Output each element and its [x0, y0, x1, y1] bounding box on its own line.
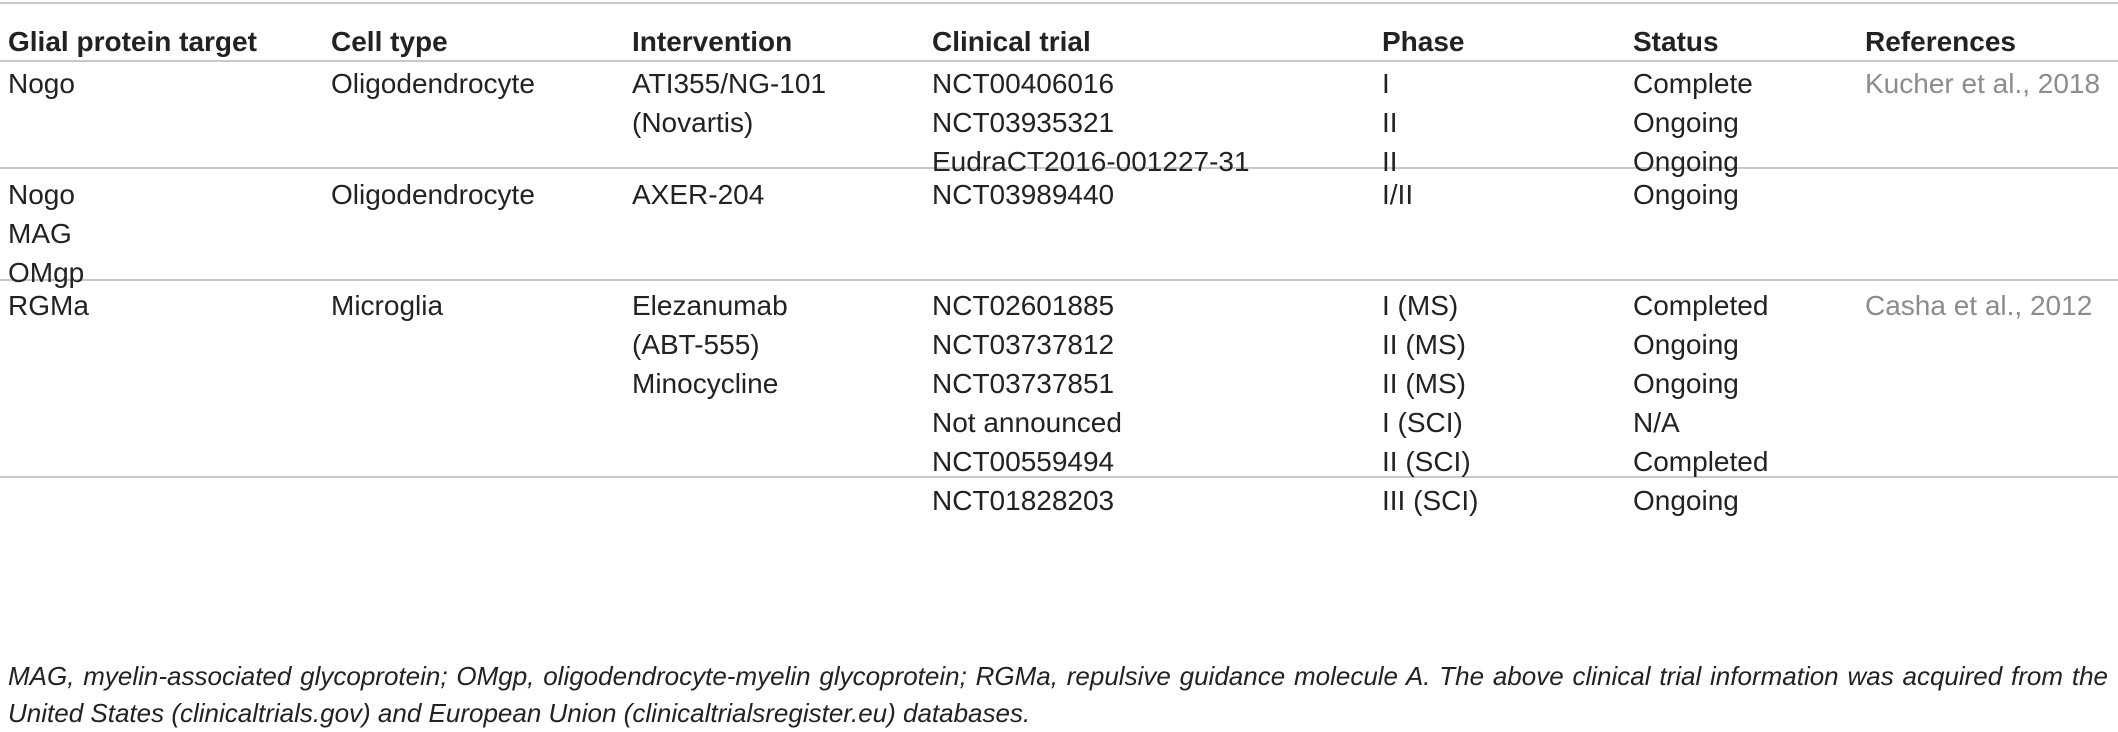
trial-id: NCT03737851: [932, 368, 1115, 399]
phase-cell: [1382, 175, 1413, 214]
column-header: Cell type: [331, 26, 448, 57]
glial-target-cell: [8, 64, 75, 103]
trial-id: NCT03989440: [932, 179, 1115, 210]
intervention-line: Minocycline: [632, 368, 779, 399]
status-value: Completed: [1633, 290, 1769, 321]
reference-cell: Casha et al., 2012: [1865, 290, 2093, 321]
phase-value: I/II: [1382, 179, 1414, 210]
column-header: References: [1865, 26, 2016, 57]
trial-id: Not announced: [932, 407, 1122, 438]
column-header: Phase: [1382, 26, 1465, 57]
trial-id: NCT02601885: [932, 290, 1115, 321]
status-value: Ongoing: [1633, 485, 1739, 516]
trial-id: NCT00406016: [932, 68, 1115, 99]
target-line: Nogo: [8, 179, 75, 210]
target-line: Nogo: [8, 68, 75, 99]
phase-value: II (MS): [1382, 329, 1466, 360]
trial-id: EudraCT2016-001227-31: [932, 146, 1250, 177]
column-header: Glial protein target: [8, 26, 257, 57]
trial-id: NCT01828203: [932, 485, 1115, 516]
column-header: Clinical trial: [932, 26, 1091, 57]
column-header: Intervention: [632, 26, 793, 57]
intervention-cell: [632, 175, 764, 214]
reference-cell: Kucher et al., 2018: [1865, 68, 2101, 99]
status-cell: [1633, 175, 1739, 214]
status-value: Ongoing: [1633, 107, 1739, 138]
clinical-trial-cell: [932, 175, 1114, 214]
status-value: Completed: [1633, 446, 1769, 477]
trial-id: NCT03935321: [932, 107, 1115, 138]
status-value: Ongoing: [1633, 329, 1739, 360]
status-value: Ongoing: [1633, 368, 1739, 399]
cell-type-cell: Oligodendrocyte: [331, 68, 535, 99]
target-line: OMgp: [8, 257, 85, 288]
row-rule: [0, 279, 2118, 281]
intervention-cell: [632, 286, 788, 403]
intervention-line: AXER-204: [632, 179, 765, 210]
target-line: MAG: [8, 218, 72, 249]
status-value: Complete: [1633, 68, 1753, 99]
status-cell: [1633, 64, 1753, 181]
target-line: RGMa: [8, 290, 89, 321]
phase-value: II (MS): [1382, 368, 1466, 399]
column-header: Status: [1633, 26, 1719, 57]
intervention-cell: [632, 64, 826, 142]
phase-value: I (MS): [1382, 290, 1459, 321]
cell-type-cell: Microglia: [331, 290, 444, 321]
status-value: Ongoing: [1633, 146, 1739, 177]
intervention-line: Elezanumab: [632, 290, 788, 321]
intervention-line: ATI355/NG-101: [632, 68, 827, 99]
trial-id: NCT03737812: [932, 329, 1115, 360]
cell-type-cell: Oligodendrocyte: [331, 179, 535, 210]
glial-target-cell: [8, 175, 84, 292]
glial-target-cell: [8, 286, 89, 325]
intervention-line: (Novartis): [632, 107, 754, 138]
phase-value: I (SCI): [1382, 407, 1463, 438]
phase-value: II: [1382, 146, 1398, 177]
clinical-trial-cell: [932, 64, 1250, 181]
status-value: N/A: [1633, 407, 1680, 438]
phase-value: II (SCI): [1382, 446, 1471, 477]
intervention-line: (ABT-555): [632, 329, 760, 360]
status-value: Ongoing: [1633, 179, 1739, 210]
phase-cell: [1382, 64, 1398, 181]
clinical-trial-cell: [932, 286, 1122, 520]
phase-value: II: [1382, 107, 1398, 138]
table-top-rule: [0, 2, 2118, 4]
phase-value: III (SCI): [1382, 485, 1479, 516]
phase-value: I: [1382, 68, 1390, 99]
status-cell: [1633, 286, 1768, 520]
phase-cell: [1382, 286, 1478, 520]
table-footnote: MAG, myelin-associated glycoprotein; OMgp, oligodendrocyte-myelin glycoprotein; RGMa, repulsive guidance molecule A. The above clinical trial information was acquired from the United States (clinicaltrials.gov) and European Union (clinicaltrialsregister.eu) databases.: [8, 661, 2108, 728]
trial-id: NCT00559494: [932, 446, 1115, 477]
